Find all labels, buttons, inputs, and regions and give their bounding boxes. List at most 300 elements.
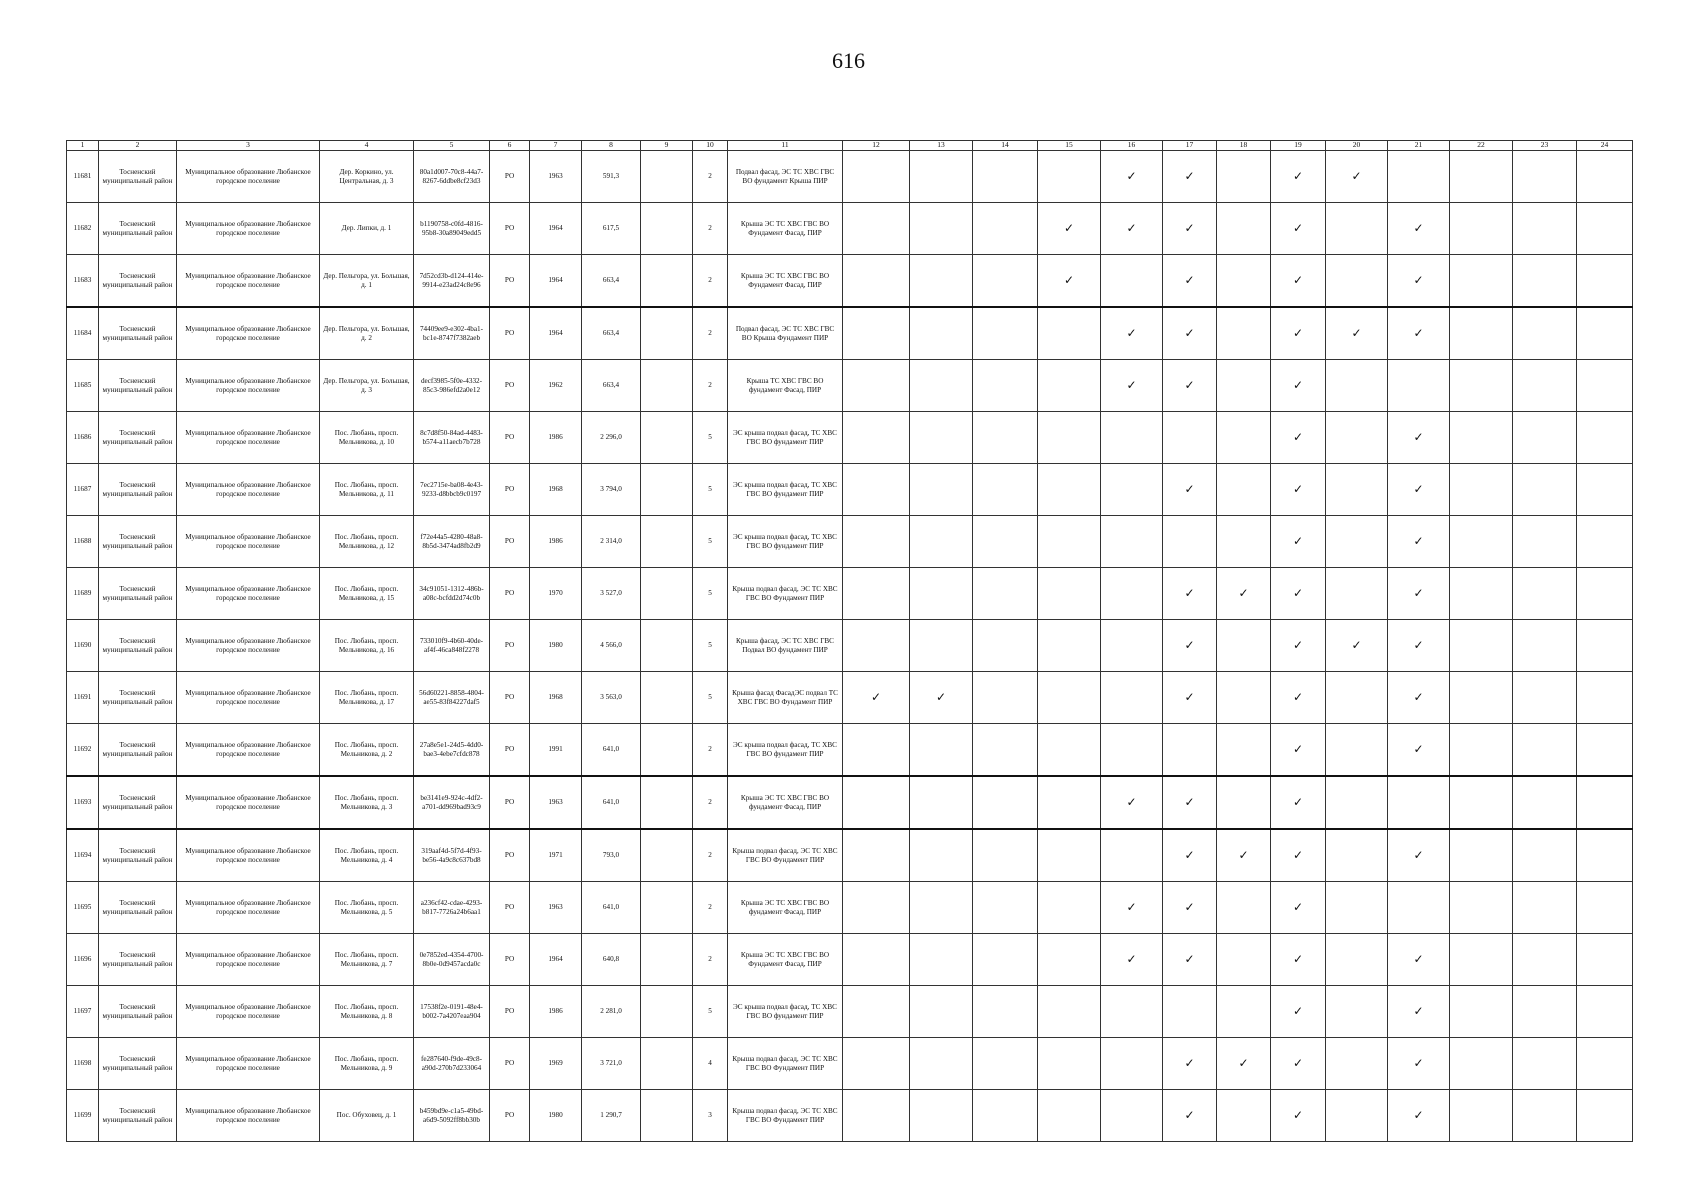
empty-cell [1217,672,1271,724]
district-cell: Тосненский муниципальный район [99,307,177,360]
area-cell: 640,8 [582,934,641,986]
table-body [67,151,1633,1142]
empty-cell [1038,934,1101,986]
municipality-cell: Муниципальное образование Любанское городское поселение [177,776,320,829]
check-mark-icon: ✓ [1388,620,1450,672]
works-list-cell: Крыша фасад ФасадЭС подвал ТС ХВС ГВС ВО Фундамент ПИР [728,672,843,724]
empty-cell [1577,1038,1633,1090]
table-row [67,151,1633,203]
empty-cell [1038,151,1101,203]
guid-cell: f72e44a5-4280-48a8-8b5d-3474ad8fb2d9 [414,516,490,568]
empty-cell [843,151,910,203]
empty-cell [1513,829,1577,882]
column-9-cell [641,776,693,829]
empty-cell [1513,203,1577,255]
empty-cell [1450,464,1513,516]
district-cell: Тосненский муниципальный район [99,360,177,412]
column-9-cell [641,620,693,672]
empty-cell [1038,986,1101,1038]
record-number: 11693 [67,776,99,829]
guid-cell: b459bd9e-c1a5-49bd-a6d9-5092ff8bb30b [414,1090,490,1142]
empty-cell [1217,934,1271,986]
empty-cell [1513,882,1577,934]
empty-cell [1217,882,1271,934]
empty-cell [973,672,1038,724]
empty-cell [1513,1090,1577,1142]
year-cell: 1968 [530,672,582,724]
empty-cell [1450,934,1513,986]
empty-cell [1388,360,1450,412]
empty-cell [1326,1038,1388,1090]
district-cell: Тосненский муниципальный район [99,620,177,672]
check-mark-icon: ✓ [1271,568,1326,620]
address-cell: Пос. Любань, просп. Мельникова, д. 5 [320,882,414,934]
guid-cell: 80a1d007-70c8-44a7-8267-6ddbe8cf23d3 [414,151,490,203]
floors-cell: 5 [693,412,728,464]
empty-cell [1513,672,1577,724]
area-cell: 641,0 [582,724,641,777]
empty-cell [1577,307,1633,360]
record-number: 11692 [67,724,99,777]
empty-cell [910,1090,973,1142]
check-mark-icon: ✓ [1163,568,1217,620]
works-list-cell: Крыша ЭС ТС ХВС ГВС ВО Фундамент Фасад, ПИР [728,203,843,255]
column-number-2: 2 [99,141,177,151]
empty-cell [910,412,973,464]
empty-cell [1577,412,1633,464]
column-number-24: 24 [1577,141,1633,151]
column-9-cell [641,1090,693,1142]
check-mark-icon: ✓ [1101,934,1163,986]
empty-cell [1101,986,1163,1038]
column-number-20: 20 [1326,141,1388,151]
empty-cell [843,986,910,1038]
column-number-21: 21 [1388,141,1450,151]
empty-cell [843,307,910,360]
municipality-cell: Муниципальное образование Любанское городское поселение [177,255,320,308]
ownership-form-cell: РО [490,882,530,934]
municipality-cell: Муниципальное образование Любанское городское поселение [177,360,320,412]
year-cell: 1963 [530,776,582,829]
empty-cell [1326,203,1388,255]
empty-cell [973,151,1038,203]
empty-cell [1577,776,1633,829]
works-list-cell: Крыша ТС ХВС ГВС ВО фундамент Фасад, ПИР [728,360,843,412]
address-cell: Дер. Пельгора, ул. Большая, д. 2 [320,307,414,360]
table-row [67,776,1633,829]
works-list-cell: ЭС крыша подвал фасад, ТС ХВС ГВС ВО фундамент ПИР [728,412,843,464]
area-cell: 2 314,0 [582,516,641,568]
empty-cell [1038,724,1101,777]
check-mark-icon: ✓ [1388,255,1450,308]
column-9-cell [641,516,693,568]
empty-cell [910,568,973,620]
address-cell: Пос. Обуховец, д. 1 [320,1090,414,1142]
empty-cell [1101,516,1163,568]
empty-cell [1577,360,1633,412]
check-mark-icon: ✓ [1388,829,1450,882]
check-mark-icon: ✓ [1326,307,1388,360]
ownership-form-cell: РО [490,568,530,620]
area-cell: 3 563,0 [582,672,641,724]
empty-cell [1450,1038,1513,1090]
empty-cell [973,203,1038,255]
year-cell: 1964 [530,307,582,360]
ownership-form-cell: РО [490,307,530,360]
check-mark-icon: ✓ [1271,151,1326,203]
district-cell: Тосненский муниципальный район [99,464,177,516]
empty-cell [1450,1090,1513,1142]
year-cell: 1971 [530,829,582,882]
year-cell: 1969 [530,1038,582,1090]
works-list-cell: Крыша подвал фасад, ЭС ТС ХВС ГВС ВО Фундамент ПИР [728,1090,843,1142]
column-number-1: 1 [67,141,99,151]
empty-cell [1513,464,1577,516]
empty-cell [1326,255,1388,308]
guid-cell: 34c91051-1312-486b-a08c-bcfdd2d74c0b [414,568,490,620]
empty-cell [1513,776,1577,829]
year-cell: 1970 [530,568,582,620]
ownership-form-cell: РО [490,776,530,829]
empty-cell [973,412,1038,464]
empty-cell [1038,307,1101,360]
works-list-cell: Крыша фасад, ЭС ТС ХВС ГВС Подвал ВО фундамент ПИР [728,620,843,672]
check-mark-icon: ✓ [1038,203,1101,255]
works-list-cell: Крыша подвал фасад, ЭС ТС ХВС ГВС ВО Фундамент ПИР [728,568,843,620]
check-mark-icon: ✓ [1217,568,1271,620]
column-number-5: 5 [414,141,490,151]
empty-cell [1513,307,1577,360]
municipality-cell: Муниципальное образование Любанское городское поселение [177,1090,320,1142]
table-row [67,882,1633,934]
address-cell: Пос. Любань, просп. Мельникова, д. 16 [320,620,414,672]
empty-cell [1450,829,1513,882]
area-cell: 1 290,7 [582,1090,641,1142]
empty-cell [843,1090,910,1142]
record-number: 11696 [67,934,99,986]
table-row [67,255,1633,308]
ownership-form-cell: РО [490,412,530,464]
empty-cell [1217,620,1271,672]
district-cell: Тосненский муниципальный район [99,934,177,986]
area-cell: 3 527,0 [582,568,641,620]
area-cell: 663,4 [582,360,641,412]
municipality-cell: Муниципальное образование Любанское городское поселение [177,934,320,986]
check-mark-icon: ✓ [910,672,973,724]
column-9-cell [641,412,693,464]
check-mark-icon: ✓ [1388,1038,1450,1090]
empty-cell [1217,776,1271,829]
empty-cell [1101,568,1163,620]
year-cell: 1980 [530,1090,582,1142]
column-9-cell [641,203,693,255]
empty-cell [1038,516,1101,568]
guid-cell: be3141e9-924c-4df2-a701-dd969bad93c9 [414,776,490,829]
column-9-cell [641,568,693,620]
empty-cell [1577,986,1633,1038]
record-number: 11697 [67,986,99,1038]
table-row [67,934,1633,986]
check-mark-icon: ✓ [1326,151,1388,203]
empty-cell [1217,516,1271,568]
column-number-16: 16 [1101,141,1163,151]
area-cell: 641,0 [582,882,641,934]
empty-cell [1388,776,1450,829]
address-cell: Дер. Пельгора, ул. Большая, д. 1 [320,255,414,308]
empty-cell [1577,934,1633,986]
empty-cell [1038,1090,1101,1142]
empty-cell [1038,1038,1101,1090]
works-list-cell: Подвал фасад, ЭС ТС ХВС ГВС ВО фундамент Крыша ПИР [728,151,843,203]
empty-cell [1038,464,1101,516]
empty-cell [910,255,973,308]
empty-cell [1577,464,1633,516]
empty-cell [1326,412,1388,464]
record-number: 11695 [67,882,99,934]
empty-cell [910,203,973,255]
empty-cell [1450,203,1513,255]
table-row [67,412,1633,464]
table-row [67,307,1633,360]
floors-cell: 2 [693,829,728,882]
empty-cell [1217,203,1271,255]
empty-cell [1577,516,1633,568]
address-cell: Дер. Липки, д. 1 [320,203,414,255]
empty-cell [1163,986,1217,1038]
empty-cell [843,934,910,986]
empty-cell [910,360,973,412]
check-mark-icon: ✓ [1163,829,1217,882]
empty-cell [843,1038,910,1090]
empty-cell [843,829,910,882]
empty-cell [1513,1038,1577,1090]
empty-cell [910,307,973,360]
address-cell: Пос. Любань, просп. Мельникова, д. 17 [320,672,414,724]
address-cell: Пос. Любань, просп. Мельникова, д. 4 [320,829,414,882]
empty-cell [1038,568,1101,620]
check-mark-icon: ✓ [1101,776,1163,829]
record-number: 11694 [67,829,99,882]
record-number: 11687 [67,464,99,516]
empty-cell [1450,986,1513,1038]
empty-cell [973,986,1038,1038]
empty-cell [1450,255,1513,308]
district-cell: Тосненский муниципальный район [99,672,177,724]
year-cell: 1964 [530,203,582,255]
check-mark-icon: ✓ [1163,151,1217,203]
empty-cell [1326,882,1388,934]
municipality-cell: Муниципальное образование Любанское городское поселение [177,620,320,672]
check-mark-icon: ✓ [1101,882,1163,934]
check-mark-icon: ✓ [1388,1090,1450,1142]
empty-cell [1450,882,1513,934]
check-mark-icon: ✓ [1163,1090,1217,1142]
floors-cell: 5 [693,568,728,620]
empty-cell [1577,203,1633,255]
ownership-form-cell: РО [490,986,530,1038]
address-cell: Пос. Любань, просп. Мельникова, д. 11 [320,464,414,516]
area-cell: 3 721,0 [582,1038,641,1090]
floors-cell: 3 [693,1090,728,1142]
guid-cell: fe287640-f9de-49c8-a90d-270b7d233064 [414,1038,490,1090]
check-mark-icon: ✓ [1388,516,1450,568]
district-cell: Тосненский муниципальный район [99,412,177,464]
address-cell: Пос. Любань, просп. Мельникова, д. 8 [320,986,414,1038]
empty-cell [843,882,910,934]
empty-cell [1038,360,1101,412]
empty-cell [1513,568,1577,620]
guid-cell: 8c7d8f50-84ad-4483-b574-a11aecb7b728 [414,412,490,464]
ownership-form-cell: РО [490,620,530,672]
empty-cell [1326,672,1388,724]
page-number: 616 [832,48,865,73]
area-cell: 591,3 [582,151,641,203]
column-number-12: 12 [843,141,910,151]
floors-cell: 2 [693,151,728,203]
record-number: 11688 [67,516,99,568]
check-mark-icon: ✓ [1271,464,1326,516]
empty-cell [1577,1090,1633,1142]
address-cell: Пос. Любань, просп. Мельникова, д. 3 [320,776,414,829]
check-mark-icon: ✓ [1101,307,1163,360]
empty-cell [1038,672,1101,724]
column-9-cell [641,672,693,724]
floors-cell: 2 [693,882,728,934]
check-mark-icon: ✓ [1101,203,1163,255]
area-cell: 4 566,0 [582,620,641,672]
guid-cell: 17538f2e-0191-48e4-b002-7a4207eaa904 [414,986,490,1038]
empty-cell [843,464,910,516]
empty-cell [1577,568,1633,620]
empty-cell [1038,412,1101,464]
address-cell: Пос. Любань, просп. Мельникова, д. 15 [320,568,414,620]
empty-cell [1577,724,1633,777]
empty-cell [1038,829,1101,882]
check-mark-icon: ✓ [1388,203,1450,255]
record-number: 11684 [67,307,99,360]
district-cell: Тосненский муниципальный район [99,516,177,568]
table-row [67,672,1633,724]
year-cell: 1980 [530,620,582,672]
empty-cell [973,724,1038,777]
floors-cell: 5 [693,516,728,568]
check-mark-icon: ✓ [1388,307,1450,360]
works-list-cell: Крыша ЭС ТС ХВС ГВС ВО Фундамент Фасад, ПИР [728,255,843,308]
ownership-form-cell: РО [490,724,530,777]
empty-cell [1326,1090,1388,1142]
area-cell: 3 794,0 [582,464,641,516]
district-cell: Тосненский муниципальный район [99,986,177,1038]
empty-cell [1326,776,1388,829]
empty-cell [843,724,910,777]
empty-cell [1450,412,1513,464]
address-cell: Пос. Любань, просп. Мельникова, д. 9 [320,1038,414,1090]
check-mark-icon: ✓ [1163,934,1217,986]
column-number-3: 3 [177,141,320,151]
column-number-18: 18 [1217,141,1271,151]
empty-cell [1217,255,1271,308]
empty-cell [1101,464,1163,516]
guid-cell: 56d60221-8858-4804-ae55-83f84227daf5 [414,672,490,724]
year-cell: 1964 [530,934,582,986]
table-row [67,1038,1633,1090]
record-number: 11681 [67,151,99,203]
works-list-cell: ЭС крыша подвал фасад, ТС ХВС ГВС ВО фундамент ПИР [728,986,843,1038]
empty-cell [1101,1090,1163,1142]
check-mark-icon: ✓ [1388,464,1450,516]
record-number: 11686 [67,412,99,464]
floors-cell: 5 [693,986,728,1038]
district-cell: Тосненский муниципальный район [99,203,177,255]
empty-cell [1513,516,1577,568]
empty-cell [910,776,973,829]
floors-cell: 5 [693,464,728,516]
empty-cell [1326,934,1388,986]
column-number-11: 11 [728,141,843,151]
address-cell: Пос. Любань, просп. Мельникова, д. 10 [320,412,414,464]
floors-cell: 5 [693,672,728,724]
column-number-19: 19 [1271,141,1326,151]
empty-cell [910,882,973,934]
empty-cell [1513,934,1577,986]
floors-cell: 5 [693,620,728,672]
empty-cell [1577,882,1633,934]
column-number-23: 23 [1513,141,1577,151]
column-9-cell [641,1038,693,1090]
empty-cell [1163,724,1217,777]
empty-cell [1038,882,1101,934]
empty-cell [843,776,910,829]
year-cell: 1963 [530,151,582,203]
district-cell: Тосненский муниципальный район [99,255,177,308]
ownership-form-cell: РО [490,464,530,516]
empty-cell [1326,360,1388,412]
year-cell: 1962 [530,360,582,412]
check-mark-icon: ✓ [1388,672,1450,724]
column-9-cell [641,829,693,882]
municipality-cell: Муниципальное образование Любанское городское поселение [177,568,320,620]
floors-cell: 2 [693,724,728,777]
municipality-cell: Муниципальное образование Любанское городское поселение [177,307,320,360]
municipality-cell: Муниципальное образование Любанское городское поселение [177,412,320,464]
empty-cell [1388,882,1450,934]
municipality-cell: Муниципальное образование Любанское городское поселение [177,724,320,777]
empty-cell [1577,620,1633,672]
floors-cell: 4 [693,1038,728,1090]
works-list-cell: Крыша подвал фасад, ЭС ТС ХВС ГВС ВО Фундамент ПИР [728,1038,843,1090]
check-mark-icon: ✓ [1271,1090,1326,1142]
empty-cell [910,516,973,568]
housing-registry-table [66,140,1633,1142]
empty-cell [1326,724,1388,777]
check-mark-icon: ✓ [843,672,910,724]
ownership-form-cell: РО [490,516,530,568]
empty-cell [1038,776,1101,829]
year-cell: 1964 [530,255,582,308]
ownership-form-cell: РО [490,672,530,724]
year-cell: 1986 [530,986,582,1038]
area-cell: 617,5 [582,203,641,255]
municipality-cell: Муниципальное образование Любанское городское поселение [177,672,320,724]
table-row [67,203,1633,255]
empty-cell [1513,724,1577,777]
column-9-cell [641,724,693,777]
table-row [67,829,1633,882]
empty-cell [973,516,1038,568]
empty-cell [1326,464,1388,516]
check-mark-icon: ✓ [1271,882,1326,934]
year-cell: 1986 [530,516,582,568]
